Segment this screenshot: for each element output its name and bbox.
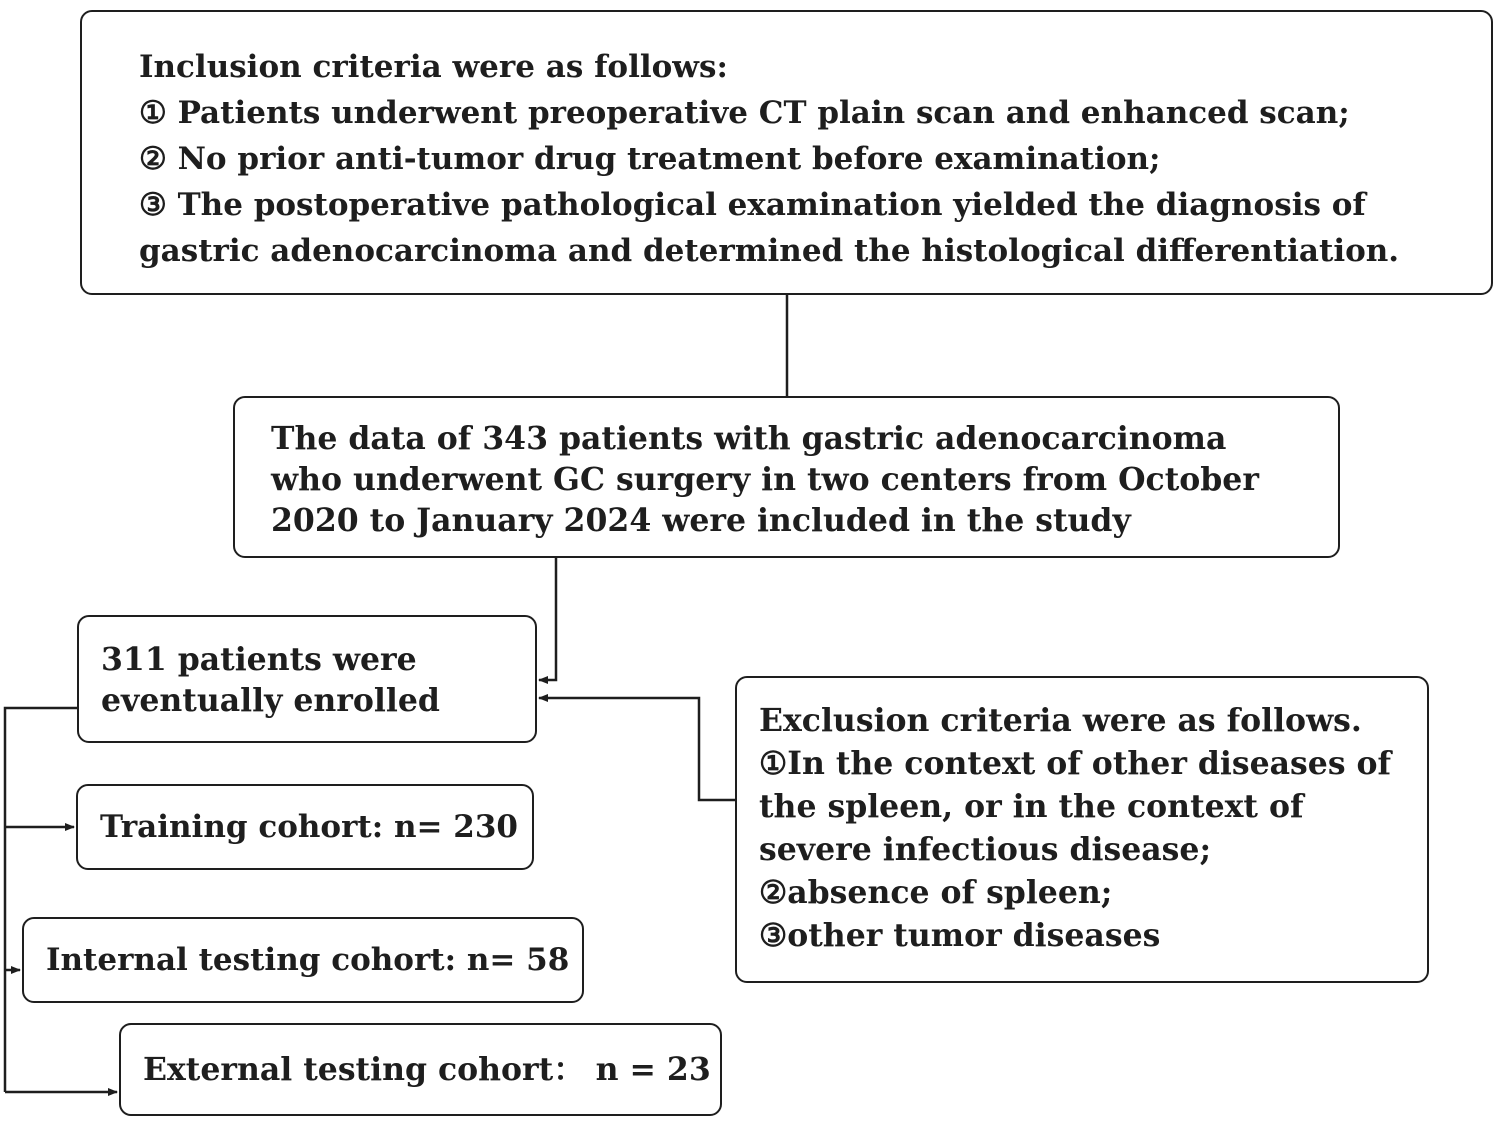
- exclusion-item-3: ③other tumor diseases: [759, 917, 1161, 954]
- exclusion-criteria-text: [759, 699, 1391, 957]
- exclusion-heading: Exclusion criteria were as follows.: [759, 702, 1362, 739]
- enrolled-line-1: 311 patients were: [101, 641, 417, 678]
- arrow-data-to-enrolled: [539, 558, 556, 680]
- exclusion-item-1-line-1: ①In the context of other diseases of: [759, 745, 1392, 782]
- inclusion-item-2: ② No prior anti-tumor drug treatment before examination;: [139, 141, 1161, 177]
- enrolled-text: [101, 639, 440, 721]
- study-data-line-2: who underwent GC surgery in two centers from October: [271, 461, 1259, 498]
- inclusion-criteria-box: [80, 10, 1493, 295]
- study-data-box: [233, 396, 1340, 558]
- external-testing-cohort-label: External testing cohort： n = 23: [143, 1051, 711, 1088]
- enrolled-box: [77, 615, 537, 743]
- study-data-line-3: 2020 to January 2024 were included in the study: [271, 502, 1131, 539]
- inclusion-criteria-text: [139, 44, 1399, 274]
- exclusion-item-1-line-3: severe infectious disease;: [759, 831, 1212, 868]
- arrow-exclusion-to-enrolled: [539, 698, 735, 800]
- enrolled-line-2: eventually enrolled: [101, 682, 440, 719]
- exclusion-item-2: ②absence of spleen;: [759, 874, 1113, 911]
- internal-testing-cohort-label: Internal testing cohort: n= 58: [46, 942, 570, 978]
- study-data-text: [271, 418, 1259, 541]
- internal-testing-cohort-box: [22, 917, 584, 1003]
- inclusion-item-1: ① Patients underwent preoperative CT plain scan and enhanced scan;: [139, 95, 1350, 131]
- exclusion-item-1-line-2: the spleen, or in the context of: [759, 788, 1304, 825]
- external-testing-cohort-box: [119, 1023, 722, 1116]
- study-data-line-1: The data of 343 patients with gastric adenocarcinoma: [271, 420, 1227, 457]
- inclusion-item-3-line-1: ③ The postoperative pathological examination yielded the diagnosis of: [139, 187, 1366, 223]
- exclusion-criteria-box: [735, 676, 1429, 983]
- inclusion-item-3-line-2: gastric adenocarcinoma and determined the histological differentiation.: [139, 233, 1400, 269]
- training-cohort-label: Training cohort: n= 230: [100, 809, 519, 845]
- training-cohort-box: [76, 784, 534, 870]
- connector-enrolled-branch: [5, 708, 77, 1092]
- inclusion-heading: Inclusion criteria were as follows:: [139, 49, 728, 85]
